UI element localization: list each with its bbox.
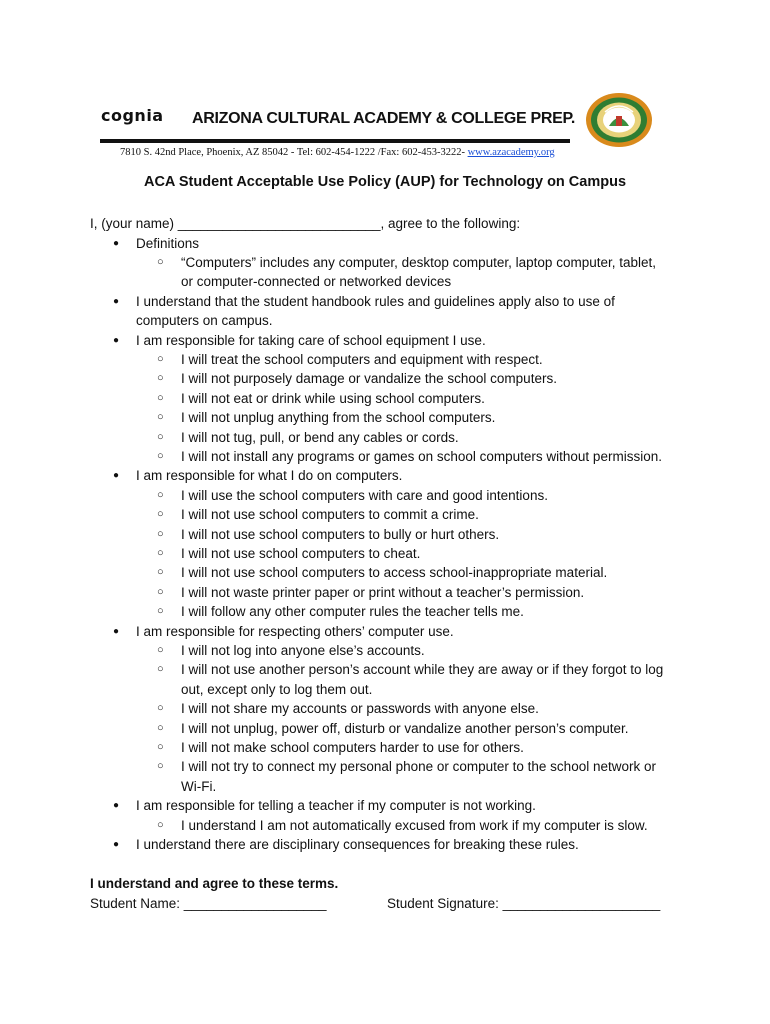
sub-bullet-icon: ○ bbox=[157, 566, 164, 579]
sub-bullet-icon: ○ bbox=[157, 740, 164, 753]
sub-bullet-icon: ○ bbox=[157, 818, 164, 831]
sub-bullet-icon: ○ bbox=[157, 488, 164, 501]
sub-bullet-icon: ○ bbox=[157, 643, 164, 656]
cognia-logo: cognia bbox=[101, 106, 164, 125]
sub-bullet-icon: ○ bbox=[157, 546, 164, 559]
policy-sub-item: Wi-Fi. bbox=[181, 778, 217, 794]
policy-sub-item: I will not use school computers to commit a crime. bbox=[181, 507, 479, 523]
policy-sub-item: I will follow any other computer rules the teacher tells me. bbox=[181, 604, 524, 620]
sub-bullet-icon: ○ bbox=[157, 449, 164, 462]
policy-sub-item: I will not waste printer paper or print without a teacher’s permission. bbox=[181, 584, 585, 600]
policy-item: I am responsible for taking care of school equipment I use. bbox=[136, 332, 486, 348]
sub-bullet-icon: ○ bbox=[157, 255, 164, 268]
page-title: ACA Student Acceptable Use Policy (AUP) for Technology on Campus bbox=[143, 174, 627, 190]
agreement-statement: I understand and agree to these terms. bbox=[90, 876, 339, 891]
policy-item: computers on campus. bbox=[136, 313, 273, 329]
sub-bullet-icon: ○ bbox=[157, 760, 164, 773]
policy-item: Definitions bbox=[136, 235, 200, 251]
sub-bullet-icon: ○ bbox=[157, 527, 164, 540]
policy-sub-item: out, except only to log them out. bbox=[181, 681, 373, 697]
policy-item: I am responsible for respecting others’ computer use. bbox=[136, 623, 454, 639]
sub-bullet-icon: ○ bbox=[157, 372, 164, 385]
sub-bullet-icon: ○ bbox=[157, 352, 164, 365]
policy-sub-item: I will not share my accounts or passwords with anyone else. bbox=[181, 701, 539, 717]
sub-bullet-icon: ○ bbox=[157, 605, 164, 618]
policy-sub-item: I will use the school computers with care and good intentions. bbox=[181, 487, 548, 503]
policy-sub-item: I will not make school computers harder to use for others. bbox=[181, 739, 524, 755]
policy-sub-item: or computer-connected or networked devices bbox=[181, 274, 452, 290]
sub-bullet-icon: ○ bbox=[157, 508, 164, 521]
policy-sub-item: I will not try to connect my personal phone or computer to the school network or bbox=[181, 759, 656, 775]
address-text: 7810 S. 42nd Place, Phoenix, AZ 85042 - Tel: 602-454-1222 /Fax: 602-453-3222- bbox=[120, 147, 468, 158]
sub-bullet-icon: ○ bbox=[157, 585, 164, 598]
policy-item: I understand that the student handbook rules and guidelines apply also to use of bbox=[136, 293, 615, 309]
policy-sub-item: I will not unplug, power off, disturb or vandalize another person’s computer. bbox=[181, 720, 629, 736]
policy-sub-item: I understand I am not automatically excused from work if my computer is slow. bbox=[181, 817, 648, 833]
student-signature-field[interactable]: Student Signature: _____________________ bbox=[387, 896, 661, 911]
intro-line: I, (your name) ___________________________, agree to the following: bbox=[90, 216, 521, 231]
website-link[interactable]: www.azacademy.org bbox=[467, 147, 555, 158]
policy-item: I am responsible for what I do on computers. bbox=[136, 468, 403, 484]
bullet-icon: ● bbox=[113, 800, 120, 812]
bullet-icon: ● bbox=[113, 470, 120, 482]
bullet-icon: ● bbox=[113, 295, 120, 307]
policy-sub-item: I will not unplug anything from the school computers. bbox=[181, 410, 496, 426]
bullet-icon: ● bbox=[113, 838, 120, 850]
policy-item: I am responsible for telling a teacher if my computer is not working. bbox=[136, 798, 536, 814]
sub-bullet-icon: ○ bbox=[157, 663, 164, 676]
policy-sub-item: “Computers” includes any computer, desktop computer, laptop computer, tablet, bbox=[181, 254, 656, 270]
policy-sub-item: I will not log into anyone else’s accounts. bbox=[181, 642, 425, 658]
header-rule bbox=[100, 139, 570, 143]
bullet-icon: ● bbox=[113, 334, 120, 346]
bullet-icon: ● bbox=[113, 237, 120, 249]
policy-item: I understand there are disciplinary consequences for breaking these rules. bbox=[136, 836, 579, 852]
school-seal-icon bbox=[585, 92, 653, 148]
policy-sub-item: I will not use school computers to cheat. bbox=[181, 545, 421, 561]
school-name: ARIZONA CULTURAL ACADEMY & COLLEGE PREP. bbox=[192, 110, 575, 127]
policy-sub-item: I will not use another person’s account while they are away or if they forgot to log bbox=[181, 662, 664, 678]
sub-bullet-icon: ○ bbox=[157, 391, 164, 404]
policy-sub-item: I will not eat or drink while using school computers. bbox=[181, 390, 485, 406]
sub-bullet-icon: ○ bbox=[157, 702, 164, 715]
policy-sub-item: I will not purposely damage or vandalize the school computers. bbox=[181, 371, 557, 387]
sub-bullet-icon: ○ bbox=[157, 721, 164, 734]
sub-bullet-icon: ○ bbox=[157, 411, 164, 424]
policy-sub-item: I will not install any programs or games on school computers without permission. bbox=[181, 448, 662, 464]
bullet-icon: ● bbox=[113, 625, 120, 637]
student-name-field[interactable]: Student Name: ___________________ bbox=[90, 896, 327, 911]
policy-sub-item: I will not use school computers to bully or hurt others. bbox=[181, 526, 500, 542]
policy-sub-item: I will not use school computers to access school-inappropriate material. bbox=[181, 565, 608, 581]
policy-sub-item: I will not tug, pull, or bend any cables or cords. bbox=[181, 429, 459, 445]
sub-bullet-icon: ○ bbox=[157, 430, 164, 443]
policy-sub-item: I will treat the school computers and equipment with respect. bbox=[181, 351, 543, 367]
school-address bbox=[120, 147, 555, 158]
